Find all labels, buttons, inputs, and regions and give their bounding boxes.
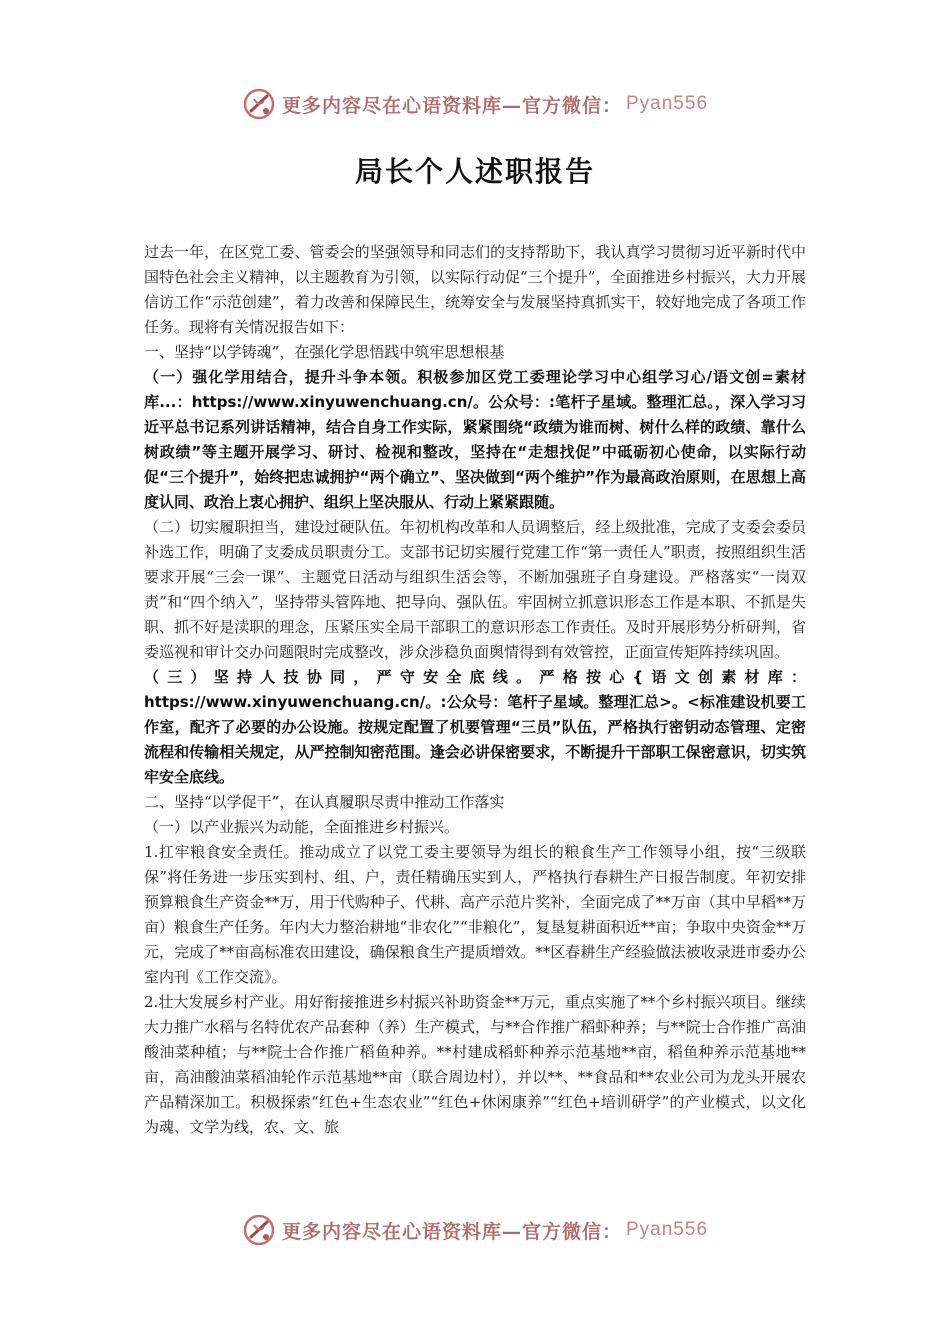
document-title: 局长个人述职报告 [354,155,595,188]
heading-section-1: 一、坚持“以学铸魂”，在强化学思悟践中筑牢思想根基 [144,343,505,361]
brand-logo-icon [242,87,276,121]
watermark-text: 更多内容尽在心语资料库—官方微信： [281,1220,622,1243]
heading-section-2: 二、坚持“以学促干”，在认真履职尽责中推动工作落实 [144,793,505,811]
paragraph-1-3: （三）坚持人技协同，严守安全底线。严格按心{语文创素材库：https://www.xinyuwenchuang.cn/。:公众号：笔杆子星域。整理汇总>。<标准建设机要工作室，配齐了必要的办公设施。按规定配置了机要管理“三员”队伍，严格执行密钥动态管理、定密流程和传输相关规定，从严控制知密范围。逢会必讲保密要求，不断提升干部职工保密意识，切实筑牢安全底线。 [144,668,806,786]
paragraph-2-1-1: 1.扛牢粮食安全责任。推动成立了以党工委主要领导为组长的粮食生产工作领导小组，按“三级联保”将任务进一步压实到村、组、户，责任精确压实到人，严格执行春耕生产日报告制度。年初安排预算粮食生产资金**万，用于代购种子、代耕、高产示范片奖补，全面完成了**万亩（其中早稻**万亩）粮食生产任务。年内大力整治耕地“非农化”“非粮化”，复垦复耕面积近**亩；争取中央资金**万元，完成了**亩高标准农田建设，确保粮食生产提质增效。**区春耕生产经验做法被收录进市委办公室内刊《工作交流》。 [144,843,806,986]
document-body [144,240,806,1140]
paragraph-2-1-2: 2.壮大发展乡村产业。用好衔接推进乡村振兴补助资金**万元，重点实施了**个乡村振兴项目。继续大力推广水稻与名特优农产品套种（养）生产模式，与**合作推广稻虾种养；与**院士合作推广高油酸油菜种植；与**院士合作推广稻鱼种养。**村建成稻虾种养示范基地**亩，稻鱼种养示范基地**亩，高油酸油菜稻油轮作示范基地**亩（联合周边村），并以**、**食品和**农业公司为龙头开展农产品精深加工。积极探索“红色+生态农业”“红色+休闲康养”“红色+培训研学”的产业模式，以文化为魂、文学为线，农、文、旅 [144,993,806,1136]
watermark-wechat-id: Pyan556 [626,93,709,114]
watermark-wechat-id: Pyan556 [626,1219,709,1240]
watermark-banner-bottom [0,1210,950,1250]
paragraph-1-1: （一）强化学用结合，提升斗争本领。积极参加区党工委理论学习中心组学习心/语文创=素材库...：https://www.xinyuwenchuang.cn/。公众号：:笔杆子星域。整理汇总。，深入学习习近平总书记系列讲话精神，结合自身工作实际，紧紧围绕“政绩为谁而树、树什么样的政绩、靠什么树政绩”等主题开展学习、研讨、检视和整改，坚持在“走想找促”中砥砺初心使命，以实际行动促“三个提升”，始终把忠诚拥护“两个确立”、坚决做到“两个维护”作为最高政治原则，在思想上高度认同、政治上衷心拥护、组织上坚决服从、行动上紧紧跟随。 [144,368,806,511]
brand-logo-icon [242,1213,276,1247]
heading-2-1: （一）以产业振兴为动能，全面推进乡村振兴。 [144,818,460,836]
paragraph-intro: 过去一年，在区党工委、管委会的坚强领导和同志们的支持帮助下，我认真学习贯彻习近平新时代中国特色社会主义精神，以主题教育为引领，以实际行动促“三个提升”，全面推进乡村振兴，大力开展信访工作“示范创建”，着力改善和保障民生，统筹安全与发展坚持真抓实干，较好地完成了各项工作任务。现将有关情况报告如下： [144,243,806,336]
watermark-text: 更多内容尽在心语资料库—官方微信： [281,94,622,117]
paragraph-1-2: （二）切实履职担当，建设过硬队伍。年初机构改革和人员调整后，经上级批准，完成了支委会委员补选工作，明确了支委成员职责分工。支部书记切实履行党建工作“第一责任人”职责，按照组织生活要求开展“三会一课”、主题党日活动与组织生活会等，不断加强班子自身建设。严格落实“一岗双责”和“四个纳入”，坚持带头管阵地、把导向、强队伍。牢固树立抓意识形态工作是本职、不抓是失职、抓不好是渎职的理念，压紧压实全局干部职工的意识形态工作责任。及时开展形势分析研判，省委巡视和审计交办问题限时完成整改，涉众涉稳负面舆情得到有效管控，正面宣传矩阵持续巩固。 [144,518,806,661]
watermark-banner-top [0,84,950,124]
